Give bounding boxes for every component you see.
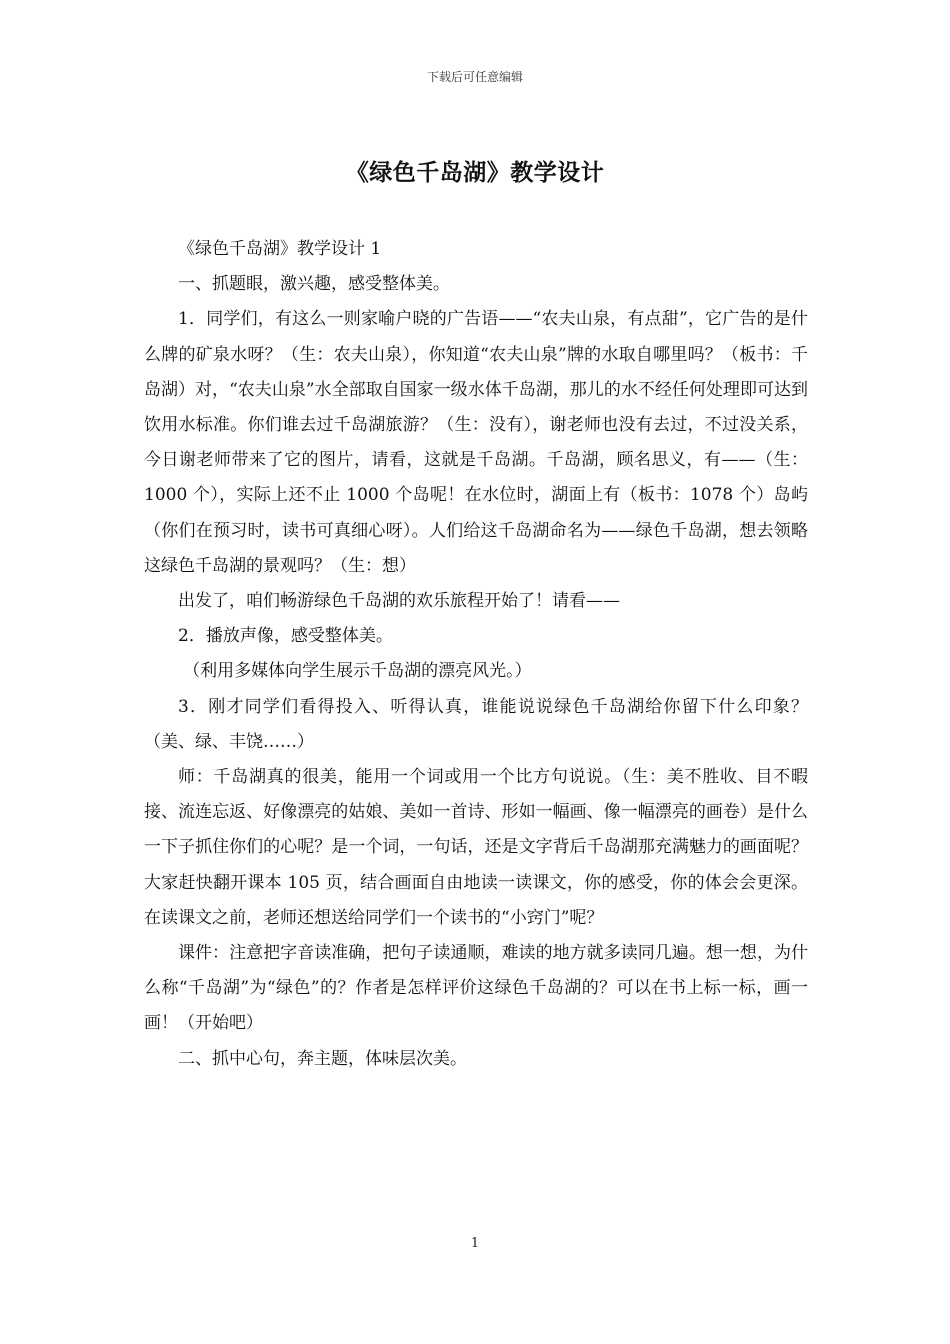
paragraph-part-two-heading: 二、抓中心句，奔主题，体味层次美。 [178,1048,467,1069]
document-title: 《绿色千岛湖》教学设计 [345,160,605,186]
paragraph-teacher-remarks: 师：千岛湖真的很美，能用一个词或用一个比方句说说。（生：美不胜收、目不暇接、流连忘返、好像漂亮的姑娘、美如一首诗、形如一幅画、像一幅漂亮的画卷）是什么一下子抓住你们的心呢？是一个词，一句话，还是文字背后千岛湖那充满魅力的画面呢？大家赶快翻开课本 105 页，结合画面自由地读一读课文，你的感受，你的体会会更深。在读课文之前，老师还想送给同学们一个读书的“小窍门”呢？ [144,767,808,928]
page-number: 1 [470,1236,480,1251]
document-body [144,232,808,1077]
paragraph-courseware: 课件：注意把字音读准确，把句子读通顺，难读的地方就多读同几遍。想一想，为什么称“千岛湖”为“绿色”的？作者是怎样评价这绿色千岛湖的？可以在书上标一标，画一画！（开始吧） [144,943,808,1034]
paragraph-section-heading: 《绿色千岛湖》教学设计 1 [178,239,382,259]
paragraph-multimedia-note: （利用多媒体向学生展示千岛湖的漂亮风光。） [183,661,532,682]
paragraph-step-two: 2．播放声像，感受整体美。 [178,626,393,647]
paragraph-step-one: 1．同学们，有这么一则家喻户晓的广告语——“农夫山泉，有点甜”，它广告的是什么牌的矿泉水呀？（生：农夫山泉），你知道“农夫山泉”牌的水取自哪里吗？（板书：千岛湖）对，“农夫山泉”水全部取自国家一级水体千岛湖，那儿的水不经任何处理即可达到饮用水标准。你们谁去过千岛湖旅游？（生：没有），谢老师也没有去过，不过没关系，今日谢老师带来了它的图片，请看，这就是千岛湖。千岛湖，顾名思义，有——（生：1000 个），实际上还不止 1000 个岛呢！在水位时，湖面上有（板书：1078 个）岛屿（你们在预习时，读书可真细心呀）。人们给这千岛湖命名为——绿色千岛湖，想去领略这绿色千岛湖的景观吗？（生：想） [144,309,808,576]
paragraph-step-three: 3．刚才同学们看得投入、听得认真，谁能说说绿色千岛湖给你留下什么印象？（美、绿、丰饶……） [144,696,808,752]
header-note: 下载后可任意编辑 [426,70,523,84]
paragraph-departure: 出发了，咱们畅游绿色千岛湖的欢乐旅程开始了！请看—— [178,591,620,612]
paragraph-part-one-heading: 一、抓题眼，激兴趣，感受整体美。 [178,274,450,295]
